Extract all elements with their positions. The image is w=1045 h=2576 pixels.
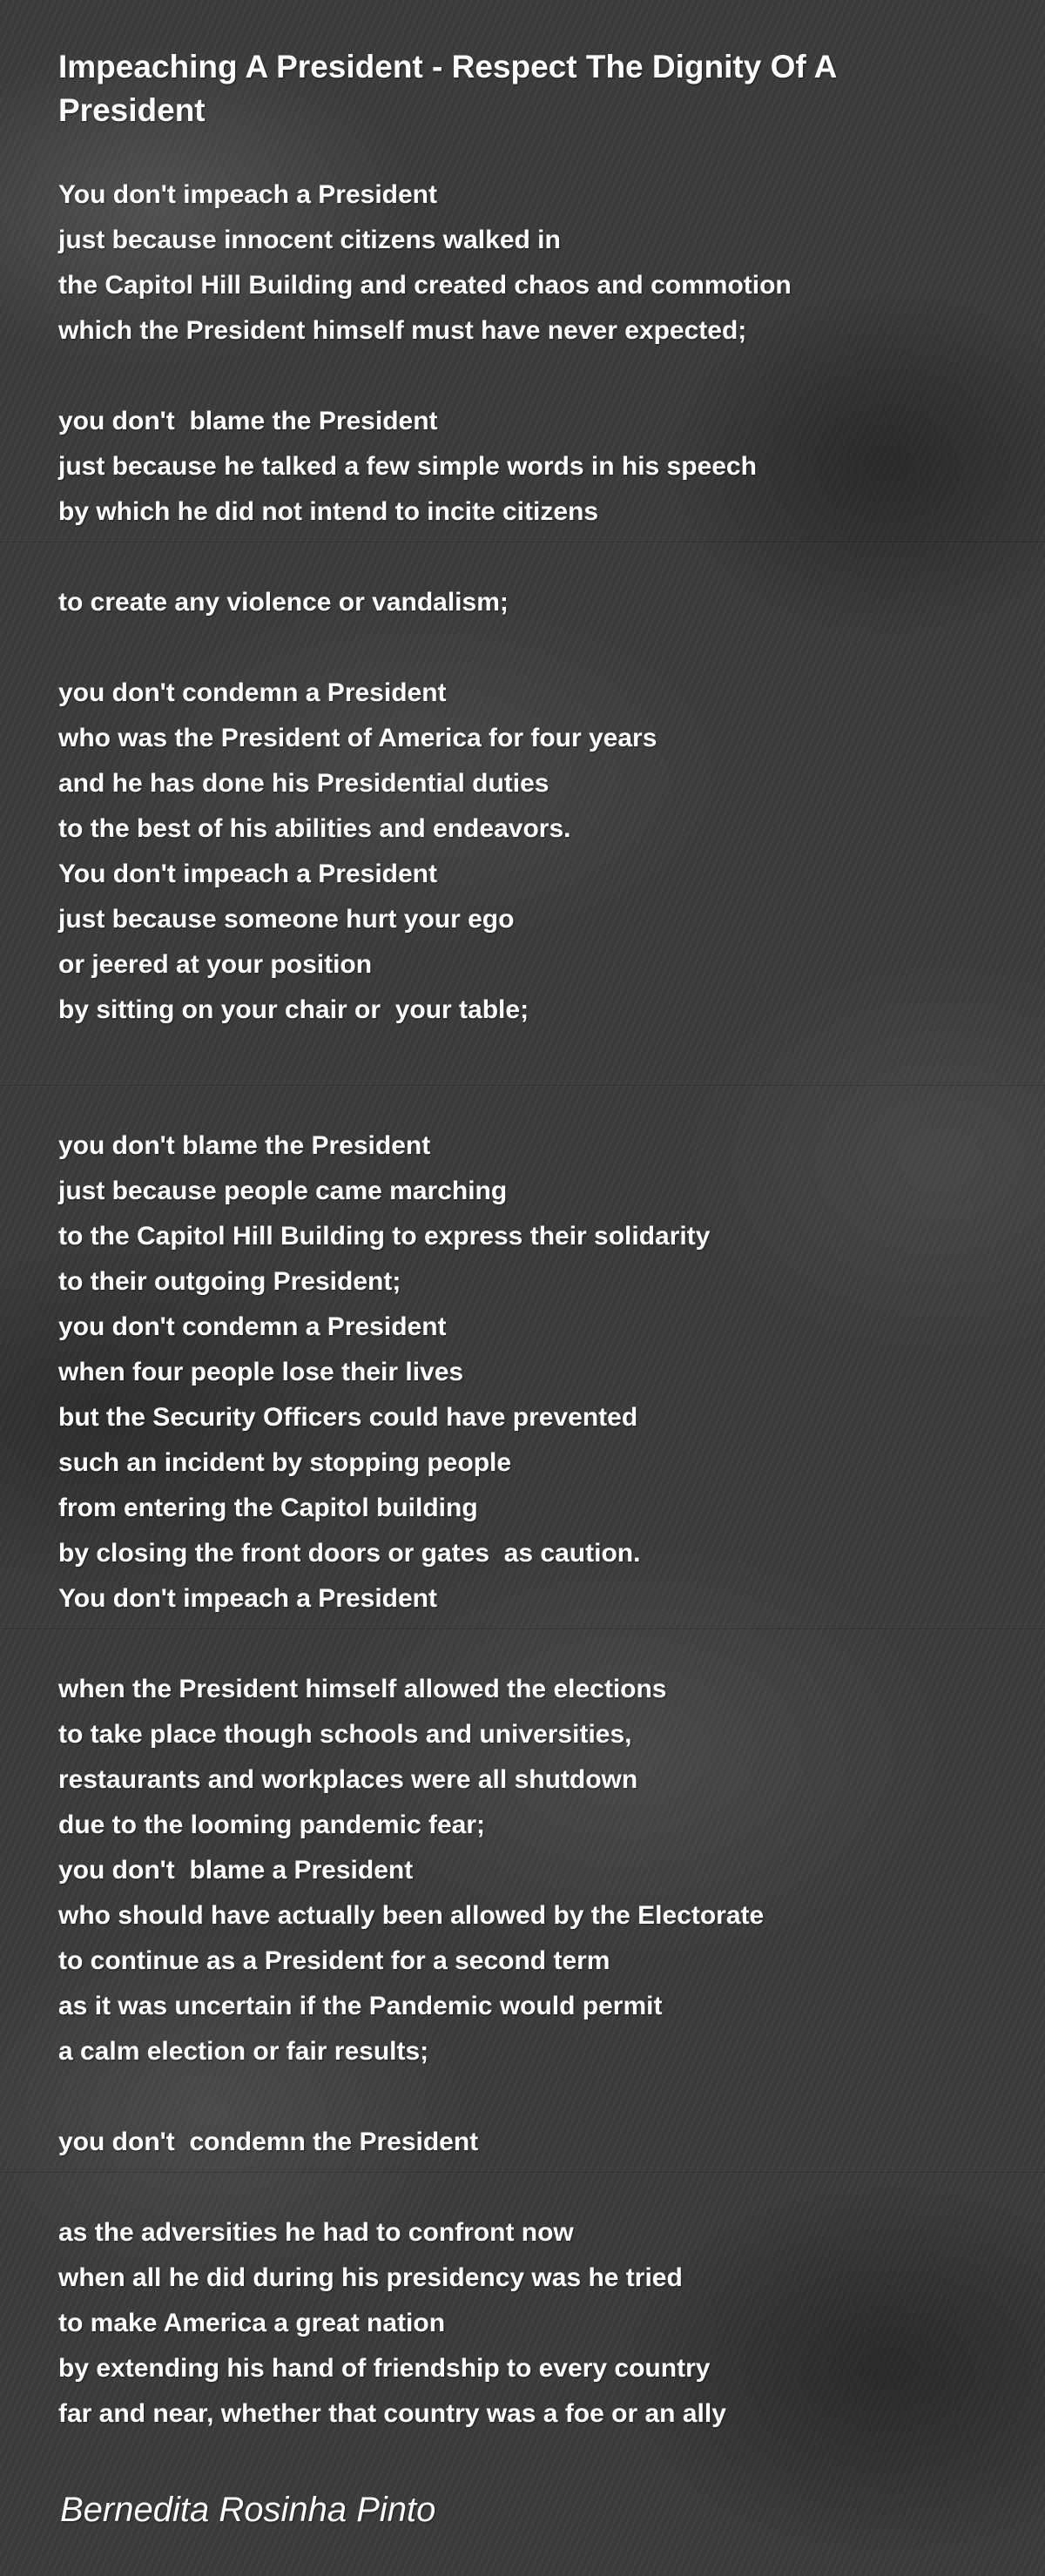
poem-body	[58, 172, 999, 2437]
poem-line: you don't blame the President	[58, 407, 438, 435]
poem-line: just because innocent citizens walked in	[58, 226, 561, 254]
poem-line: by which he did not intend to incite citizens	[58, 497, 599, 526]
poem-line: just because someone hurt your ego	[58, 905, 515, 934]
poem-line: who was the President of America for four years	[58, 724, 657, 752]
stanza-break	[58, 354, 999, 399]
poem-line: to the best of his abilities and endeavors.	[58, 814, 571, 843]
poem-line: just because people came marching	[58, 1177, 508, 1205]
poem-line: or jeered at your position	[58, 950, 373, 979]
poem-line: restaurants and workplaces were all shutdown	[58, 1765, 638, 1794]
stanza-break	[58, 2074, 999, 2120]
poem-line: you don't condemn a President	[58, 1312, 447, 1341]
poem-line: You don't impeach a President	[58, 860, 437, 888]
poem-line: to create any violence or vandalism;	[58, 588, 509, 617]
stanza-break	[58, 625, 999, 671]
poem-line: which the President himself must have never expected;	[58, 316, 747, 345]
poem-line: from entering the Capitol building	[58, 1494, 478, 1522]
poem-line: just because he talked a few simple words in his speech	[58, 452, 757, 481]
poem-line: you don't condemn the President	[58, 2128, 479, 2156]
poem-line: but the Security Officers could have prevented	[58, 1403, 638, 1432]
stanza-break	[58, 535, 999, 580]
poem-line: by sitting on your chair or your table;	[58, 995, 529, 1024]
poem-line: to their outgoing President;	[58, 1267, 401, 1296]
poem-line: you don't blame the President	[58, 1131, 431, 1160]
poem-line: to take place though schools and universities,	[58, 1720, 632, 1749]
poem-line: and he has done his Presidential duties	[58, 769, 549, 798]
poem-line: the Capitol Hill Building and created chaos and commotion	[58, 271, 792, 300]
poem-line: when the President himself allowed the elections	[58, 1675, 667, 1703]
stanza-break	[58, 1622, 999, 1667]
poem-line: such an incident by stopping people	[58, 1448, 512, 1477]
poem-line: a calm election or fair results;	[58, 2037, 429, 2066]
poem-line: to make America a great nation	[58, 2309, 446, 2337]
poem-line: by extending his hand of friendship to every country	[58, 2354, 711, 2383]
poem-line: who should have actually been allowed by the Electorate	[58, 1901, 765, 1930]
poem-line: due to the looming pandemic fear;	[58, 1811, 486, 1839]
poem-line: as it was uncertain if the Pandemic would permit	[58, 1992, 663, 2020]
stanza-break	[58, 1033, 999, 1078]
stanza-break	[58, 1078, 999, 1123]
poem-line: by closing the front doors or gates as caution.	[58, 1539, 641, 1568]
stanza-break	[58, 2165, 999, 2210]
poem-line: when all he did during his presidency was he tried	[58, 2263, 683, 2292]
poem-author: Bernedita Rosinha Pinto	[60, 2491, 436, 2529]
poem-line: you don't condemn a President	[58, 678, 447, 707]
poem-title: Impeaching A President - Respect The Dignity Of A President	[58, 49, 836, 128]
poem-line: You don't impeach a President	[58, 180, 437, 209]
poem-line: you don't blame a President	[58, 1856, 414, 1885]
poem-line: You don't impeach a President	[58, 1584, 437, 1613]
poem-line: to the Capitol Hill Building to express their solidarity	[58, 1222, 711, 1251]
poem-line: to continue as a President for a second term	[58, 1946, 610, 1975]
poem-line: when four people lose their lives	[58, 1358, 464, 1386]
poem-line: far and near, whether that country was a foe or an ally	[58, 2399, 726, 2428]
poem-line: as the adversities he had to confront now	[58, 2218, 574, 2247]
